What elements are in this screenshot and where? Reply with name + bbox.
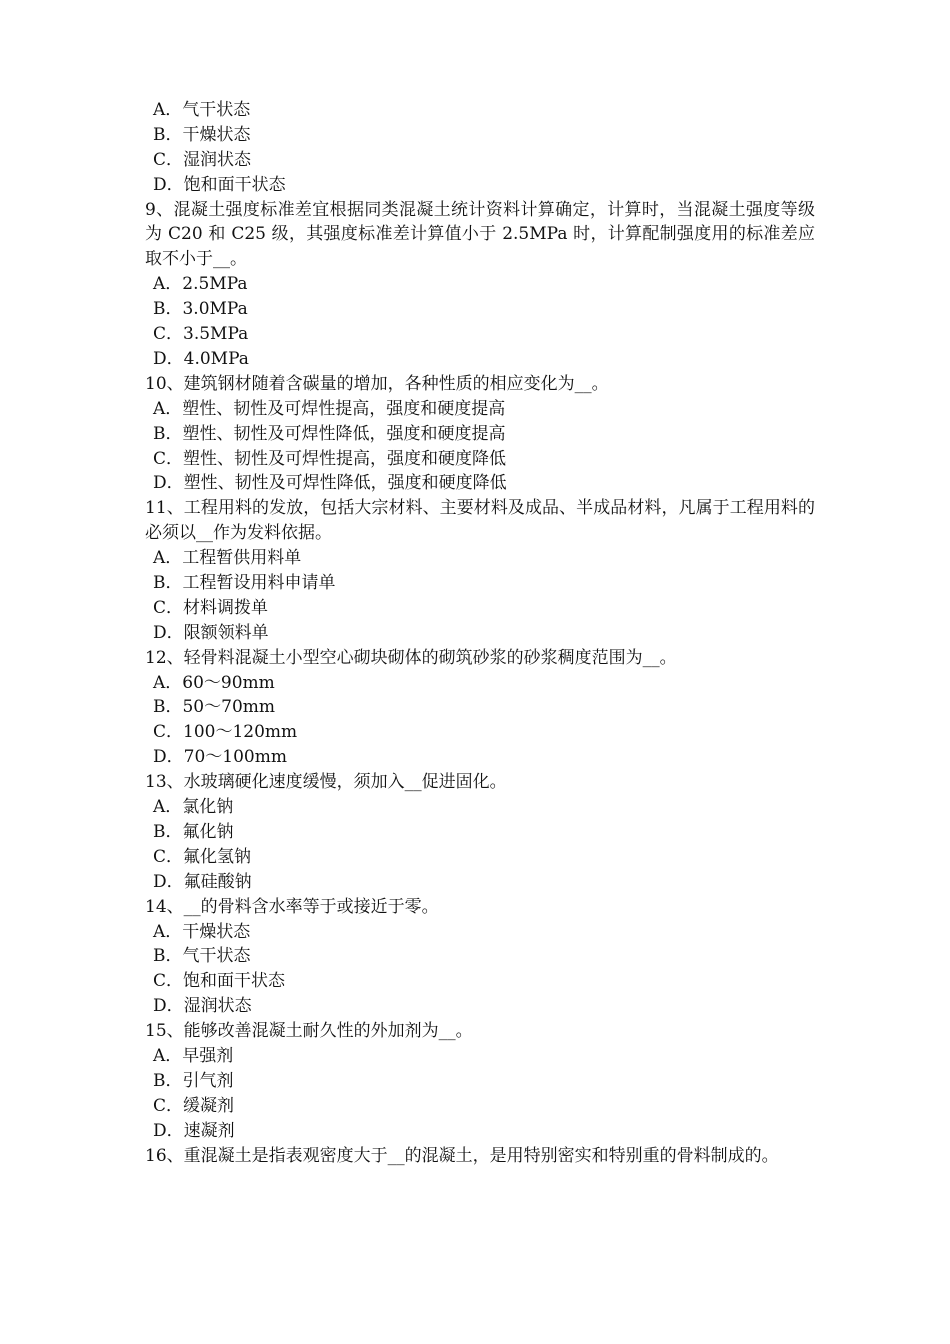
option-line: B．气干状态 <box>153 946 251 967</box>
document-page <box>145 98 815 1168</box>
option-line: C．缓凝剂 <box>153 1095 235 1116</box>
option-line: D．4.0MPa <box>153 348 249 369</box>
option-line: B．引气剂 <box>153 1070 234 1091</box>
option-line: B．50～70mm <box>153 697 275 718</box>
question-15: 15、能够改善混凝土耐久性的外加剂为__。 <box>145 1021 473 1042</box>
option-line: D．饱和面干状态 <box>153 174 286 195</box>
question-10: 10、建筑钢材随着含碳量的增加，各种性质的相应变化为__。 <box>145 373 609 394</box>
option-line: A．2.5MPa <box>153 274 248 295</box>
option-line: A．气干状态 <box>153 100 251 120</box>
option-line: B．塑性、韧性及可焊性降低，强度和硬度提高 <box>153 423 506 444</box>
option-line: C．塑性、韧性及可焊性提高，强度和硬度降低 <box>153 448 507 469</box>
option-line: D．限额领料单 <box>153 622 269 643</box>
question-16: 16、重混凝土是指表观密度大于__的混凝土，是用特别密实和特别重的骨料制成的。 <box>145 1145 779 1166</box>
option-line: A．氯化钠 <box>153 797 234 818</box>
option-line: D．氟硅酸钠 <box>153 871 252 892</box>
option-line: D．湿润状态 <box>153 996 252 1017</box>
option-line: D．速凝剂 <box>153 1120 235 1141</box>
option-line: D．塑性、韧性及可焊性降低，强度和硬度降低 <box>153 473 507 494</box>
option-line: B．3.0MPa <box>153 299 248 320</box>
option-line: B．干燥状态 <box>153 124 251 145</box>
option-line: B．工程暂设用料申请单 <box>153 573 336 594</box>
question-11: 11、工程用料的发放，包括大宗材料、主要材料及成品、半成品材料，凡属于工程用料的必须以__作为发料依据。 <box>145 498 815 544</box>
option-line: A．塑性、韧性及可焊性提高，强度和硬度提高 <box>153 398 506 419</box>
option-line: C．100～120mm <box>153 722 298 743</box>
option-line: A．工程暂供用料单 <box>153 548 302 569</box>
question-9: 9、混凝土强度标准差宜根据同类混凝土统计资料计算确定，计算时，当混凝土强度等级为 C20 和 C25 级，其强度标准差计算值小于 2.5MPa 时，计算配制强度用的标准差应取不小于__。 <box>145 199 815 270</box>
question-14: 14、__的骨料含水率等于或接近于零。 <box>145 896 439 917</box>
question-12: 12、轻骨料混凝土小型空心砌块砌体的砌筑砂浆的砂浆稠度范围为__。 <box>145 647 677 668</box>
option-line: A．干燥状态 <box>153 921 251 942</box>
option-line: C．氟化氢钠 <box>153 846 252 867</box>
option-line: D．70～100mm <box>153 747 287 768</box>
option-line: C．3.5MPa <box>153 324 249 345</box>
option-line: C．饱和面干状态 <box>153 971 286 992</box>
option-line: B．氟化钠 <box>153 821 234 842</box>
question-13: 13、水玻璃硬化速度缓慢，须加入__促进固化。 <box>145 772 507 793</box>
option-line: A．早强剂 <box>153 1046 234 1066</box>
option-line: C．材料调拨单 <box>153 597 269 618</box>
option-line: C．湿润状态 <box>153 149 252 170</box>
option-line: A．60～90mm <box>153 672 275 693</box>
